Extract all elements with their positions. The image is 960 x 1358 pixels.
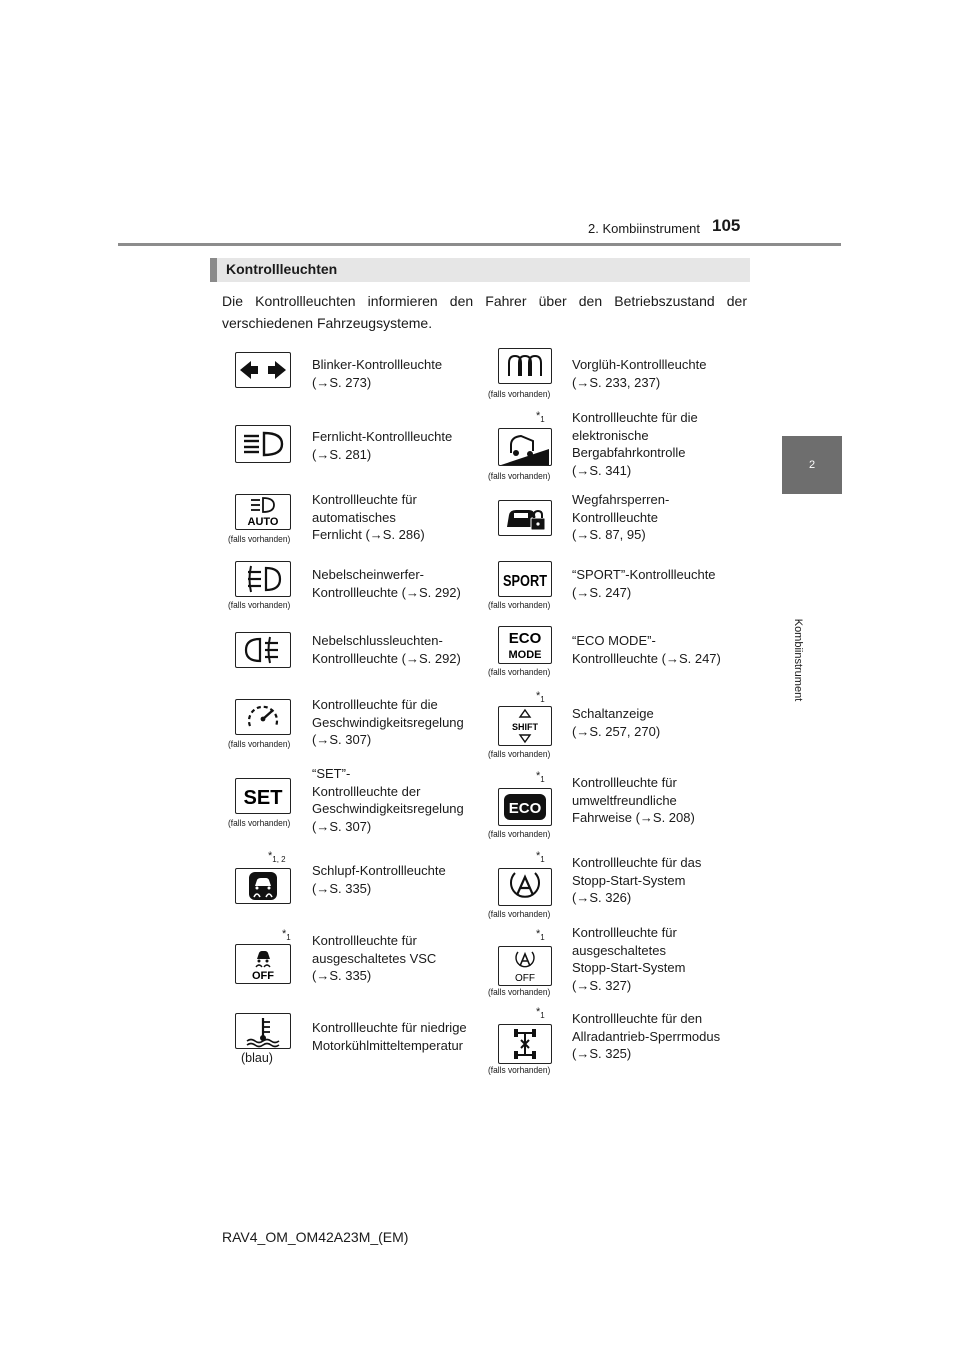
svg-text:MODE: MODE [508,649,542,661]
intro-paragraph: Die Kontrollleuchten informieren den Fahrer über den Betriebszustand der verschiedenen Fahrzeugsysteme. [222,293,747,331]
indicator-description: Nebelscheinwerfer- Kontrollleuchte (→S. 292) [312,567,461,600]
indicator-row [222,926,742,1006]
svg-text:SPORT: SPORT [503,573,548,590]
footnote-marker: $*_1$ [536,928,545,942]
indicator-description: “SET”- Kontrollleuchte der Geschwindigkeitsregelung (→S. 307) [312,766,464,834]
indicator-description: Kontrollleuchte für automatisches Fernlicht (→S. 286) [312,492,425,542]
turn-signal-icon [235,352,291,388]
vsc-off-icon [235,944,291,984]
svg-text:SET: SET [243,787,283,809]
indicator-row [222,490,742,552]
immobilizer-icon [498,500,552,536]
indicator-color-note: (blau) [241,1051,273,1065]
indicator-description: Schaltanzeige (→S. 257, 270) [572,706,661,739]
high-beam-icon [235,425,291,463]
rear-fog-light-icon [235,632,291,668]
indicator-row [222,556,742,618]
svg-text:ECO: ECO [508,800,542,817]
availability-note: (falls vorhanden) [488,600,551,611]
indicator-description: Kontrollleuchte für das Stopp-Start-System (→S. 326) [572,855,702,905]
chapter-side-label: Kombiinstrument [792,618,804,702]
availability-note: (falls vorhanden) [228,600,291,611]
section-heading-bar [210,258,217,282]
section-heading [210,258,750,282]
indicator-description: “ECO MODE”- Kontrollleuchte (→S. 247) [572,633,721,666]
indicator-description: Kontrollleuchte für niedrige Motorkühlmitteltemperatur [312,1020,467,1053]
glow-plug-icon [498,348,552,384]
availability-note: (falls vorhanden) [488,389,551,400]
availability-note: (falls vorhanden) [488,909,551,920]
indicator-row [222,1004,742,1084]
front-fog-light-icon [235,561,291,597]
footnote-marker: $*_1$ [536,850,545,864]
availability-note: (falls vorhanden) [228,739,291,750]
indicator-row [222,346,742,406]
indicator-description: Fernlicht-Kontrollleuchte (→S. 281) [312,429,453,462]
svg-text:OFF: OFF [515,973,535,984]
document-code: RAV4_OM_OM42A23M_(EM) [222,1229,409,1245]
indicator-description: Wegfahrsperren- Kontrollleuchte (→S. 87, 95) [572,492,670,542]
svg-text:SHIFT: SHIFT [512,722,538,732]
svg-text:AUTO: AUTO [247,516,279,528]
downhill-assist-icon [498,428,552,466]
low-coolant-temp-icon [235,1013,291,1049]
indicator-description: Kontrollleuchte für umweltfreundliche Fahrweise (→S. 208) [572,775,695,825]
header-divider [118,243,841,246]
shift-indicator-icon [498,706,552,746]
indicator-row [222,408,742,488]
chapter-tab-number: 2 [808,459,816,471]
footnote-marker: $*_1$ [536,410,545,424]
eco-driving-icon [498,788,552,826]
indicator-description: Kontrollleuchte für ausgeschaltetes VSC (→S. 335) [312,933,437,983]
indicator-description: Schlupf-Kontrollleuchte (→S. 335) [312,863,446,896]
header-chapter-title: 2. Kombiinstrument [588,221,700,236]
indicator-description: Blinker-Kontrollleuchte (→S. 273) [312,357,443,390]
sport-mode-icon [498,561,552,597]
indicator-description: Nebelschlussleuchten- Kontrollleuchte (→S. 292) [312,633,461,666]
footnote-marker: $*_1$ [536,1006,545,1020]
indicator-row [222,848,742,928]
cruise-control-icon [235,699,291,735]
svg-text:ECO: ECO [508,630,542,647]
stop-start-icon [498,868,552,906]
indicator-description: Kontrollleuchte für den Allradantrieb-Sperrmodus (→S. 325) [572,1011,721,1061]
indicator-description: Kontrollleuchte für die elektronische Bergabfahrkontrolle (→S. 341) [572,410,698,478]
footnote-marker: $*_1$ [536,690,545,704]
indicator-description: “SPORT”-Kontrollleuchte (→S. 247) [572,567,716,600]
auto-high-beam-icon [235,494,291,530]
chapter-tab [782,436,842,494]
eco-mode-icon [498,626,552,664]
availability-note: (falls vorhanden) [228,818,291,829]
footnote-marker: $*_1$ [536,770,545,784]
indicator-description: Kontrollleuchte für ausgeschaltetes Stopp-Start-System (→S. 327) [572,925,686,993]
availability-note: (falls vorhanden) [488,749,551,760]
page-number: 105 [712,216,741,235]
section-heading-title: Kontrollleuchten [226,261,338,277]
availability-note: (falls vorhanden) [488,1065,551,1076]
set-icon [235,778,291,814]
indicator-description: Vorglüh-Kontrollleuchte (→S. 233, 237) [572,357,707,390]
indicator-row [222,622,742,684]
availability-note: (falls vorhanden) [488,829,551,840]
indicator-row [222,768,742,848]
availability-note: (falls vorhanden) [488,667,551,678]
indicator-row [222,688,742,768]
svg-text:OFF: OFF [252,970,274,982]
awd-lock-icon [498,1024,552,1064]
footnote-marker: $*_{1, 2}$ [268,850,286,864]
footnote-marker: $*_1$ [282,928,291,942]
availability-note: (falls vorhanden) [488,987,551,998]
availability-note: (falls vorhanden) [488,471,551,482]
slip-indicator-icon [235,868,291,904]
stop-start-off-icon [498,946,552,986]
availability-note: (falls vorhanden) [228,534,291,545]
indicator-description: Kontrollleuchte für die Geschwindigkeitsregelung (→S. 307) [312,697,464,747]
